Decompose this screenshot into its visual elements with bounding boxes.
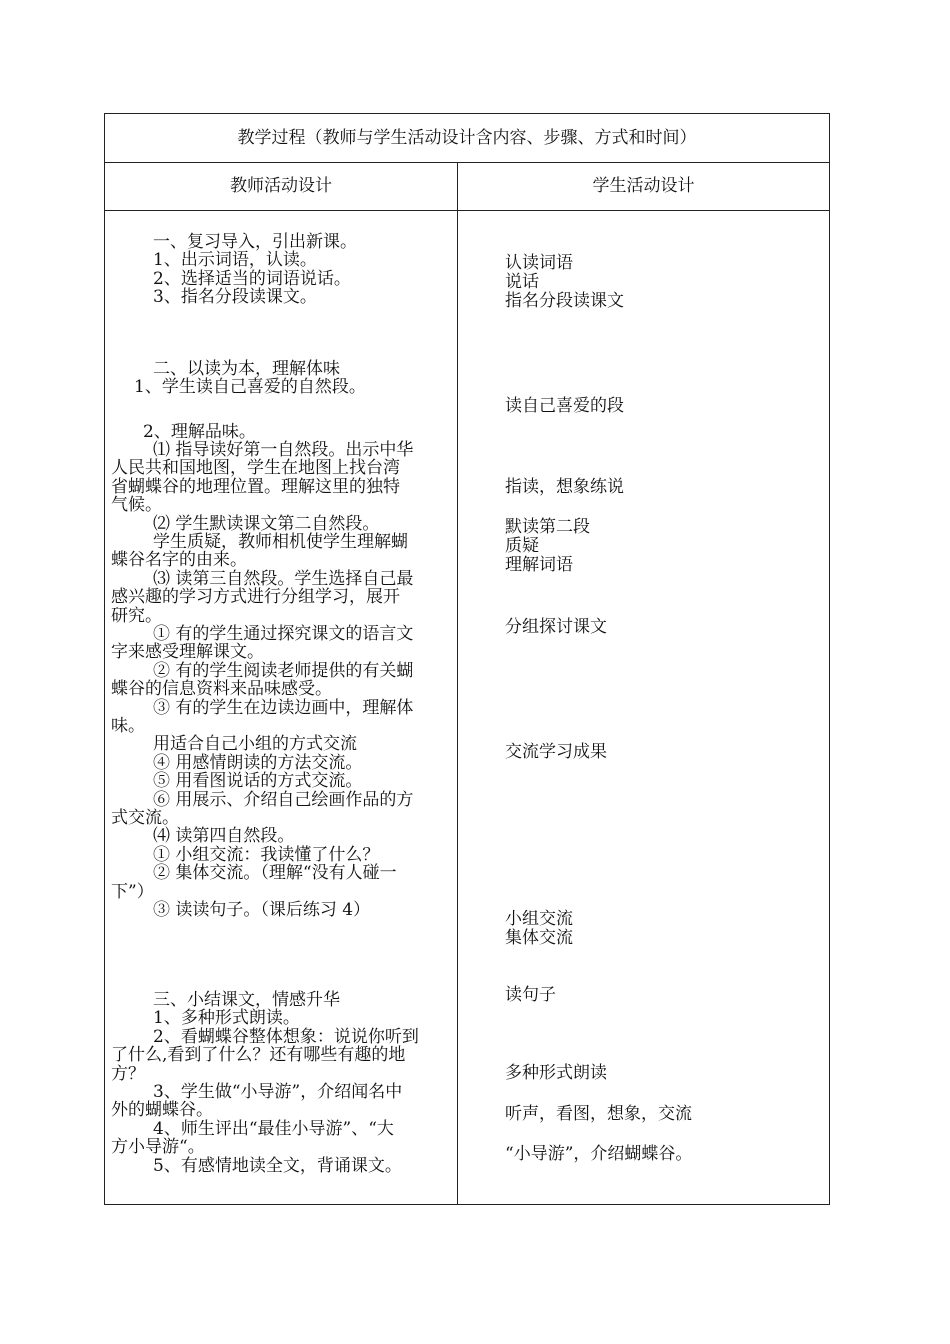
teacher-line: 4、师生评出“最佳小导游”、“大 xyxy=(153,1119,394,1139)
teacher-line: 字来感受理解课文。 xyxy=(111,642,264,662)
teacher-line: 了什么,看到了什么？还有哪些有趣的地 xyxy=(111,1045,406,1065)
student-line: 听声，看图，想象，交流 xyxy=(505,1104,692,1124)
student-column-header: 学生活动设计 xyxy=(592,176,695,196)
teacher-line: ⑥ 用展示、介绍自己绘画作品的方 xyxy=(153,790,414,810)
teacher-line: 5、有感情地读全文，背诵课文。 xyxy=(153,1156,402,1176)
teacher-line: 3、指名分段读课文。 xyxy=(153,287,317,307)
student-line: 多种形式朗读 xyxy=(505,1063,607,1083)
teacher-line: ③ 读读句子。（课后练习 4） xyxy=(153,900,371,920)
column-header-row xyxy=(105,162,829,211)
teacher-line: 蝶谷的信息资料来品味感受。 xyxy=(111,679,332,699)
teacher-line: 方小导游“。 xyxy=(111,1137,205,1157)
student-line: 集体交流 xyxy=(505,928,573,948)
teacher-line: ② 有的学生阅读老师提供的有关蝴 xyxy=(153,661,414,681)
teacher-line: 研究。 xyxy=(111,606,162,626)
teacher-line: 用适合自己小组的方式交流 xyxy=(153,734,357,754)
teacher-line: ① 有的学生通过探究课文的语言文 xyxy=(153,624,414,644)
student-line: “小导游”，介绍蝴蝶谷。 xyxy=(505,1144,693,1164)
teacher-line: 2、选择适当的词语说话。 xyxy=(153,269,351,289)
teacher-line: 式交流。 xyxy=(111,808,179,828)
student-line: 质疑 xyxy=(505,536,539,556)
teacher-line: 省蝴蝶谷的地理位置。理解这里的独特 xyxy=(111,477,400,497)
teacher-line: ⑷ 读第四自然段。 xyxy=(153,826,295,846)
teacher-line: 感兴趣的学习方式进行分组学习，展开 xyxy=(111,587,400,607)
teacher-line: 学生质疑，教师相机使学生理解蝴 xyxy=(153,532,408,552)
student-activity-cell xyxy=(105,211,829,1204)
student-line: 分组探讨课文 xyxy=(505,617,607,637)
teacher-line: 3、学生做“小导游”，介绍闻名中 xyxy=(153,1082,403,1102)
teacher-line: ③ 有的学生在边读边画中，理解体 xyxy=(153,698,414,718)
student-line: 默读第二段 xyxy=(505,517,590,537)
student-line: 小组交流 xyxy=(505,909,573,929)
teacher-line: 蝶谷名字的由来。 xyxy=(111,550,247,570)
student-line: 指读，想象练说 xyxy=(505,477,624,497)
teacher-line: 二、以读为本，理解体味 xyxy=(153,359,340,379)
teacher-line: 2、看蝴蝶谷整体想象：说说你听到 xyxy=(153,1027,419,1047)
teacher-line: 1、出示词语，认读。 xyxy=(153,250,317,270)
teacher-column-header: 教师活动设计 xyxy=(230,176,332,196)
teacher-line: ② 集体交流。（理解“没有人碰一 xyxy=(153,863,397,883)
teacher-line: 1、多种形式朗读。 xyxy=(153,1008,300,1028)
teacher-line: 三、小结课文，情感升华 xyxy=(153,990,340,1010)
teacher-line: ⑤ 用看图说话的方式交流。 xyxy=(153,771,363,791)
teacher-line: 气候。 xyxy=(111,495,162,515)
student-line: 读自己喜爱的段 xyxy=(505,396,624,416)
teacher-line: 方？ xyxy=(111,1064,145,1084)
student-line: 说话 xyxy=(505,272,539,292)
teacher-line: 外的蝴蝶谷。 xyxy=(111,1100,213,1120)
teacher-line: ⑶ 读第三自然段。学生选择自己最 xyxy=(153,569,414,589)
teacher-line: 一、复习导入，引出新课。 xyxy=(153,232,357,252)
teacher-line: 味。 xyxy=(111,716,145,736)
teacher-line: 2、理解品味。 xyxy=(143,422,256,442)
student-line: 读句子 xyxy=(505,985,556,1005)
teacher-line: ⑵ 学生默读课文第二自然段。 xyxy=(153,514,380,534)
teacher-line: 下”） xyxy=(111,882,154,902)
lesson-plan-table xyxy=(104,113,830,1205)
teacher-line: ⑴ 指导读好第一自然段。出示中华 xyxy=(153,440,414,460)
teacher-line: 1、学生读自己喜爱的自然段。 xyxy=(134,377,366,397)
student-line: 交流学习成果 xyxy=(505,742,607,762)
teacher-line: 人民共和国地图，学生在地图上找台湾 xyxy=(111,458,400,478)
student-line: 认读词语 xyxy=(505,253,573,273)
teacher-line: ① 小组交流：我读懂了什么？ xyxy=(153,845,380,865)
table-title: 教学过程（教师与学生活动设计含内容、步骤、方式和时间） xyxy=(105,114,829,163)
teacher-line: ④ 用感情朗读的方法交流。 xyxy=(153,753,363,773)
student-line: 指名分段读课文 xyxy=(505,291,624,311)
student-line: 理解词语 xyxy=(505,555,573,575)
